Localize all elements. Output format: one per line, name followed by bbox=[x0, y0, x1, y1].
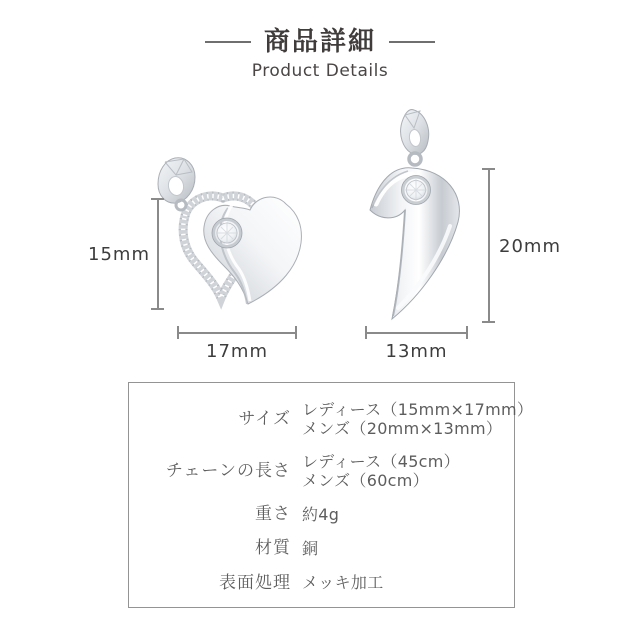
spec-value bbox=[302, 505, 339, 524]
spec-value-line: 銅 bbox=[302, 539, 319, 559]
spec-row-surface-finish bbox=[129, 573, 514, 593]
ladies-height-dimension-line bbox=[151, 198, 164, 310]
spec-value-line: メンズ（60cm） bbox=[302, 471, 429, 490]
dimension-bar bbox=[488, 168, 490, 323]
dimension-bar bbox=[157, 198, 159, 310]
page-title: 商品詳細 bbox=[263, 27, 376, 57]
dimension-cap bbox=[295, 326, 297, 339]
dimension-cap bbox=[177, 326, 179, 339]
title-right-dash bbox=[389, 41, 435, 43]
spec-label: 重さ bbox=[255, 504, 291, 524]
ladies-height-label: 15mm bbox=[88, 244, 150, 265]
spec-row-size bbox=[129, 400, 534, 438]
spec-value bbox=[302, 400, 533, 438]
spec-value-line: レディース（15mm×17mm） bbox=[302, 400, 534, 419]
spec-row-weight bbox=[129, 504, 514, 524]
header bbox=[0, 28, 640, 81]
spec-value bbox=[302, 573, 384, 592]
spec-value bbox=[302, 452, 460, 490]
spec-label: 表面処理 bbox=[219, 572, 291, 593]
spec-value-line: 約4g bbox=[302, 504, 340, 524]
mens-height-label: 20mm bbox=[499, 236, 561, 257]
title-left-dash bbox=[205, 41, 251, 43]
spec-label: サイズ bbox=[238, 408, 291, 429]
dimension-cap bbox=[482, 321, 495, 323]
dimension-bar bbox=[365, 332, 468, 334]
ladies-width-label: 17mm bbox=[206, 341, 268, 362]
dimension-bar bbox=[177, 332, 297, 334]
spec-value-line: レディース（45cm） bbox=[302, 452, 460, 471]
fang-bail bbox=[401, 110, 429, 165]
dimension-cap bbox=[482, 168, 495, 170]
spec-value-line: メッキ加工 bbox=[302, 573, 384, 593]
spec-value-line: メンズ（20mm×13mm） bbox=[302, 419, 503, 438]
dimension-cap bbox=[365, 326, 367, 339]
fang-gem bbox=[402, 176, 431, 205]
mens-width-dimension-line bbox=[365, 326, 468, 339]
dimension-cap bbox=[466, 326, 468, 339]
dimension-cap bbox=[151, 308, 164, 310]
ladies-width-dimension-line bbox=[177, 326, 297, 339]
page-subtitle: Product Details bbox=[251, 60, 389, 81]
heart-pendant-image bbox=[145, 148, 315, 323]
heart-gem bbox=[212, 218, 242, 248]
spec-table bbox=[128, 382, 534, 608]
fang-pendant-image bbox=[358, 98, 478, 333]
mens-width-label: 13mm bbox=[385, 341, 448, 362]
dimension-cap bbox=[151, 198, 164, 200]
spec-value bbox=[302, 539, 318, 558]
spec-label: チェーンの長さ bbox=[165, 460, 291, 481]
spec-row-chain-length bbox=[129, 452, 514, 490]
spec-label: 材質 bbox=[255, 538, 291, 559]
spec-row-material bbox=[129, 538, 514, 558]
bail-ring bbox=[176, 200, 186, 210]
title-row bbox=[0, 28, 640, 57]
mens-height-dimension-line bbox=[482, 168, 495, 323]
